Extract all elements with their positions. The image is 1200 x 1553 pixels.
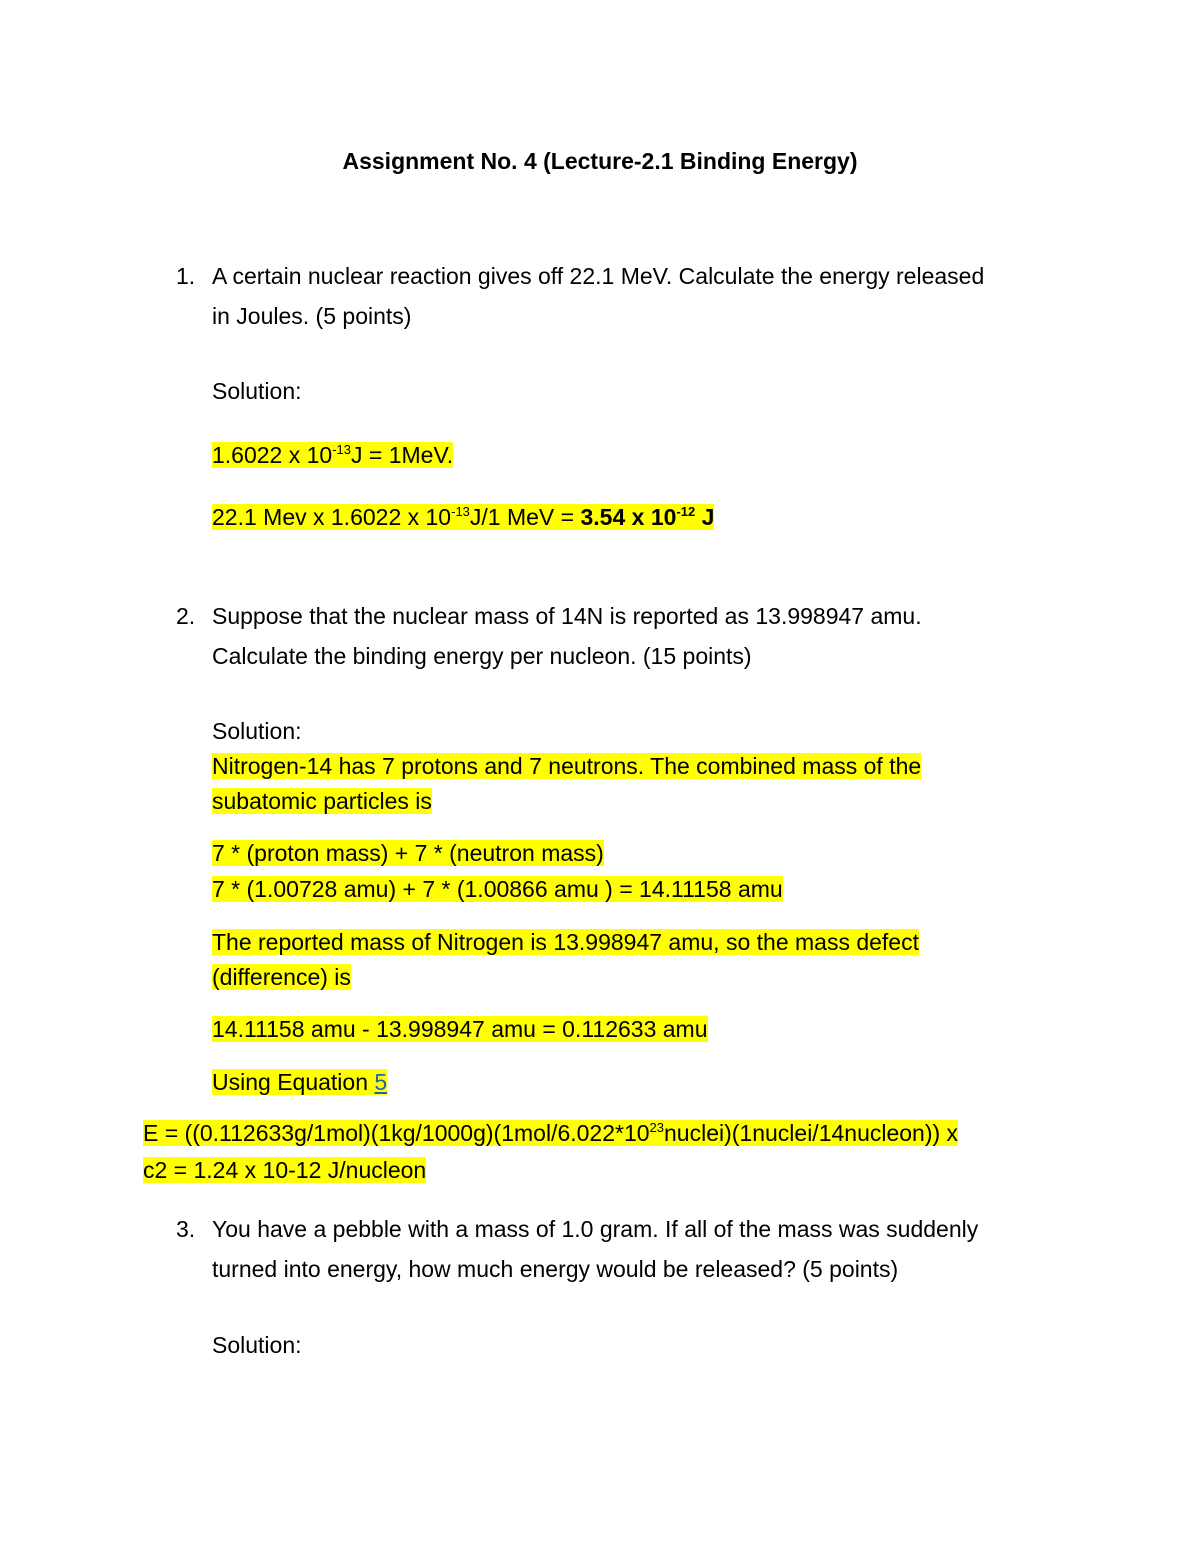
question-2-solution-text-1: Nitrogen-14 has 7 protons and 7 neutrons. The combined mass of the [212,753,922,779]
step-1-base: 1.6022 x 10 [212,442,333,468]
question-2-solution-text-8 [212,1067,387,1097]
equation-part-1: E = ((0.112633g/1mol)(1kg/1000g)(1mol/6.022*10 [143,1120,650,1146]
question-2-solution-text-2: subatomic particles is [212,788,432,814]
question-1-solution-label: Solution: [212,378,302,404]
using-equation-text: Using Equation [212,1069,375,1095]
question-2-solution-text-7: 14.11158 amu - 13.998947 amu = 0.112633 amu [212,1016,708,1042]
step-2-exponent: -13 [451,504,470,519]
question-1-solution-step-2 [212,502,714,532]
step-2-base: 22.1 Mev x 1.6022 x 10 [212,504,452,530]
question-3-line-2: turned into energy, how much energy would be released? (5 points) [212,1256,899,1282]
question-2-number: 2. [176,603,196,629]
step-2-answer-unit: J [695,504,715,530]
step-2-answer-exponent: -12 [676,504,696,519]
question-2-equation-line-1 [143,1118,958,1148]
question-2-solution-text-6: (difference) is [212,964,351,990]
question-2-line-2: Calculate the binding energy per nucleon. (15 points) [212,643,752,669]
assignment-title: Assignment No. 4 (Lecture-2.1 Binding Energy) [342,148,858,174]
question-2-solution-label: Solution: [212,718,302,744]
question-2-solution-text-4: 7 * (1.00728 amu) + 7 * (1.00866 amu ) = 14.11158 amu [212,876,783,902]
equation-part-2: nuclei)(1nuclei/14nucleon)) x [664,1120,959,1146]
question-1-line-1: A certain nuclear reaction gives off 22.1 MeV. Calculate the energy released [212,263,985,289]
question-2-line-1: Suppose that the nuclear mass of 14N is reported as 13.998947 amu. [212,603,922,629]
question-3-solution-label: Solution: [212,1332,302,1358]
question-1-line-2: in Joules. (5 points) [212,303,412,329]
question-1-solution-step-1 [212,440,453,470]
question-3-number: 3. [176,1216,196,1242]
question-1-number: 1. [176,263,196,289]
step-2-rest: J/1 MeV = [469,504,581,530]
step-1-rest: J = 1MeV. [351,442,454,468]
question-2-solution-text-3: 7 * (proton mass) + 7 * (neutron mass) [212,840,604,866]
step-2-answer: 3.54 x 10 [580,504,677,530]
question-2-equation-line-2: c2 = 1.24 x 10-12 J/nucleon [143,1157,427,1183]
question-2-solution-text-5: The reported mass of Nitrogen is 13.998947 amu, so the mass defect [212,929,919,955]
step-1-exponent: -13 [332,442,352,457]
equation-exponent: 23 [649,1120,664,1135]
equation-link[interactable]: 5 [374,1069,388,1095]
question-3-line-1: You have a pebble with a mass of 1.0 gram. If all of the mass was suddenly [212,1216,979,1242]
